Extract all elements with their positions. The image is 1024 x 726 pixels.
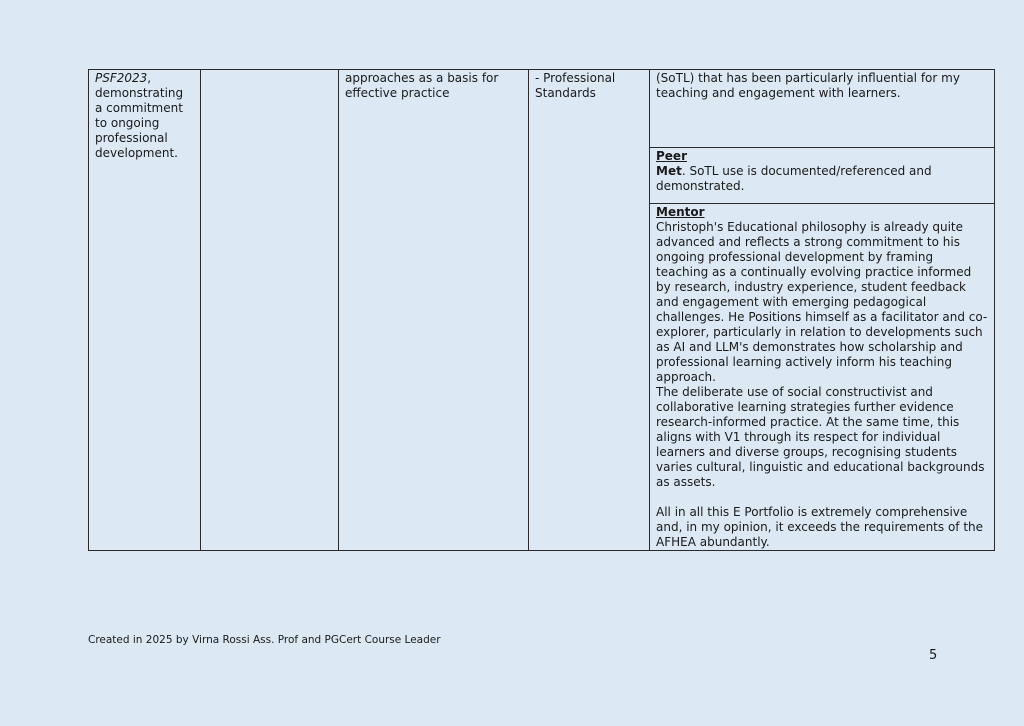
mentor-paragraph: All in all this E Portfolio is extremely comprehensive and, in my opinion, it exceeds the requirements of the AFHEA abundantly. bbox=[656, 505, 984, 549]
peer-verdict: Met bbox=[656, 164, 682, 178]
peer-feedback-text bbox=[656, 164, 988, 194]
mentor-feedback-cell bbox=[650, 204, 995, 551]
standards-cell: - Professional Standards bbox=[529, 70, 650, 551]
table-row bbox=[89, 70, 995, 148]
footer-credit: Created in 2025 by Virna Rossi Ass. Prof and PGCert Course Leader bbox=[88, 634, 441, 646]
page-number: 5 bbox=[929, 648, 938, 663]
peer-feedback-cell bbox=[650, 148, 995, 204]
assessment-table bbox=[88, 69, 995, 551]
peer-heading: Peer bbox=[656, 149, 687, 163]
peer-comment: . SoTL use is documented/referenced and demonstrated. bbox=[656, 164, 932, 193]
mentor-paragraph: Christoph's Educational philosophy is already quite advanced and reflects a strong commitment to his ongoing professional development by framing teaching as a continually evolving practice informed by research, industry experience, student feedback and engagement with emerging pedagogical challenges. He Positions himself as a facilitator and co-explorer, particularly in relation to developments such as AI and LLM's demonstrates how scholarship and professional learning actively inform his teaching approach. bbox=[656, 220, 988, 384]
self-evidence-cell: (SoTL) that has been particularly influential for my teaching and engagement with learners. bbox=[650, 70, 995, 148]
paragraph-gap bbox=[656, 490, 988, 505]
mentor-paragraph: The deliberate use of social constructivist and collaborative learning strategies further evidence research-informed practice. At the same time, this aligns with V1 through its respect for individual learners and diverse groups, recognising students varies cultural, linguistic and educational backgrounds as assets. bbox=[656, 385, 985, 489]
criterion-text: , demonstrating a commitment to ongoing professional development. bbox=[95, 71, 184, 160]
mentor-heading: Mentor bbox=[656, 205, 705, 219]
empty-cell bbox=[201, 70, 339, 551]
criterion-cell bbox=[89, 70, 201, 551]
approach-cell: approaches as a basis for effective practice bbox=[339, 70, 529, 551]
criterion-italic: PSF2023 bbox=[95, 71, 148, 85]
